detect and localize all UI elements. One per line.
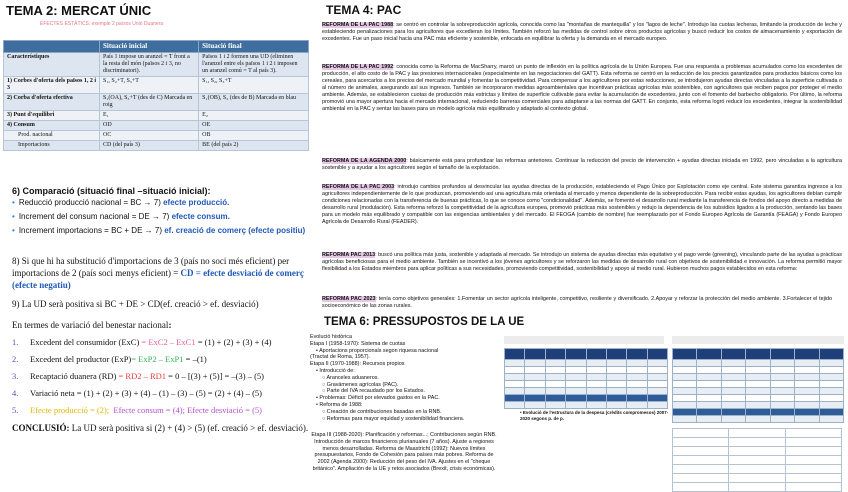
table-cell xyxy=(566,381,586,388)
budget-table-caption-blur xyxy=(672,336,844,344)
table-cell xyxy=(606,402,626,409)
table-cell xyxy=(566,360,586,367)
tema2-comparison-table xyxy=(3,40,309,151)
item-formula: = ExC2 – ExC1 xyxy=(139,337,196,347)
table-cell xyxy=(785,483,841,492)
table-cell xyxy=(697,409,721,416)
table-cell xyxy=(627,381,647,388)
outline-line: Etapa I (1958-1970): Sistema de cuotas xyxy=(310,340,406,347)
item-formula: = (2); xyxy=(87,405,110,415)
table-cell xyxy=(819,374,843,381)
table-cell xyxy=(721,395,745,402)
table-row xyxy=(673,438,842,447)
table-row xyxy=(4,94,309,111)
table-cell xyxy=(627,402,647,409)
table-cell xyxy=(586,360,606,367)
table-cell xyxy=(795,409,819,416)
outline-line: (Tractat de Roma, 1957). xyxy=(310,354,371,361)
welfare-item xyxy=(12,337,317,347)
table-cell xyxy=(673,402,697,409)
tema2-title: TEMA 2: MERCAT ÚNIC xyxy=(6,3,152,18)
cell-initial: S₁(OA), S₃+T (des de C) Marcada en roig xyxy=(100,94,199,111)
table-cell xyxy=(729,447,785,456)
table-cell xyxy=(697,381,721,388)
table-row xyxy=(673,474,842,483)
table-cell xyxy=(525,388,545,395)
cell-initial: OD xyxy=(100,121,199,131)
table-row xyxy=(673,395,844,402)
table-cell xyxy=(673,409,697,416)
cell-final: S₁, S₂, S₃+T xyxy=(199,77,309,94)
table-cell xyxy=(746,381,770,388)
cell-final: BE (del país 2) xyxy=(199,141,309,151)
table-cell xyxy=(606,395,626,402)
table-row xyxy=(673,429,842,438)
cell-final: OE xyxy=(199,121,309,131)
table-cell xyxy=(746,409,770,416)
table-cell xyxy=(545,374,565,381)
table-cell xyxy=(525,374,545,381)
table-cell xyxy=(505,367,525,374)
table-row xyxy=(505,349,668,360)
table-cell xyxy=(729,456,785,465)
table-cell xyxy=(770,416,794,423)
item-result: = 0 – [(3) + (5)] = –(3) – (5) xyxy=(166,371,264,381)
reform-paragraph xyxy=(322,296,832,310)
table-cell xyxy=(785,465,841,474)
table-cell xyxy=(673,395,697,402)
table-cell xyxy=(673,374,697,381)
bullet-item: • Increment importacions = BC + DE → 7) ef. creació de comerç (efecte positiu) xyxy=(12,226,306,235)
table-cell xyxy=(729,483,785,492)
bullet-text: Increment del consum nacional = DE → 7) xyxy=(18,212,172,221)
table-cell xyxy=(729,465,785,474)
table-row xyxy=(673,456,842,465)
outline-line: ○ Gravámenes agrícolas (PAC). xyxy=(322,381,399,388)
table-cell xyxy=(586,395,606,402)
table-cell xyxy=(586,388,606,395)
table-cell xyxy=(545,395,565,402)
welfare-item xyxy=(12,405,317,415)
table-cell xyxy=(673,456,729,465)
table-cell xyxy=(746,367,770,374)
item-number: 3. xyxy=(12,371,19,381)
table-cell xyxy=(673,367,697,374)
table-cell xyxy=(673,349,697,360)
cell-initial: OC xyxy=(100,131,199,141)
table-row xyxy=(673,374,844,381)
table-row xyxy=(4,121,309,131)
cell-initial: S₁, S₂+T, S₃+T xyxy=(100,77,199,94)
table-cell xyxy=(586,402,606,409)
bullet-item: • Reducció producció nacional = BC → 7) efecte producció. xyxy=(12,198,230,207)
table-row xyxy=(673,349,844,360)
table-cell xyxy=(525,360,545,367)
table-cell xyxy=(795,381,819,388)
table-cell xyxy=(647,360,667,367)
table-cell xyxy=(505,349,525,360)
table-cell xyxy=(721,388,745,395)
item-result: = (1) + (2) + (3) + (4) xyxy=(195,337,272,347)
table-cell xyxy=(673,388,697,395)
cell-final: OB xyxy=(199,131,309,141)
table-row xyxy=(673,388,844,395)
outline-line: ○ Parte del IVA recaudado por los Estados. xyxy=(322,388,425,395)
table-cell xyxy=(770,360,794,367)
table-row xyxy=(505,402,668,409)
table-cell xyxy=(795,374,819,381)
table-cell xyxy=(770,374,794,381)
table-cell xyxy=(545,349,565,360)
table-cell xyxy=(673,483,729,492)
table-cell xyxy=(746,402,770,409)
table-cell xyxy=(566,395,586,402)
table-cell xyxy=(525,402,545,409)
cell-initial: E₁ xyxy=(100,111,199,121)
table-cell xyxy=(627,395,647,402)
item-label: Excedent del productor (ExP) xyxy=(30,354,132,364)
welfare-heading-text: En termes de variació del benestar nacional xyxy=(12,320,169,330)
row-label: Característiques xyxy=(4,53,100,77)
table-cell xyxy=(647,388,667,395)
table-row xyxy=(4,131,309,141)
reform-text: : introdujo cambios profundos al desvincular las ayudas directas de la producción, estableciendo el Pago Único por Explotación como eje central. Este sistema garantiza ingresos a los agricultores independientemente de lo que produzcan, promoviendo así una agricultura más orientada al mercado y menos dependiente de la sobreproducción. Para recibir estas ayudas, los agricultores debían cumplir condiciones relacionadas con la transferencia de buenas prácticas, lo que se conoce como "condicionalidad". Además, se fomentó el desarrollo rural mediante la transferencia de fondos del apoyo directo a medidas de desarrollo rural (modulación). Esta reforma reforzó la competitividad de la agricultura europea, promovió prácticas más sostenibles y redujo la dependencia de los subsidios ligados a la producción, sentando las bases para un modelo más equilibrado y compatible con las exigencias ambientales y del mercado. El FEOGA (cambio de nombre) fue reemplazado por el Fondo Europeo Agrícola de Garantía (FEAGA) y Fondo Europeo Agrícola de Desarrollo Rural (FEADER). xyxy=(322,184,842,225)
reform-text: : tenía como objetivos generales: 1.Fomentar un sector agrícola inteligente, competitivo, resiliente y diversificado. 2.Apoyar y reforzar la protección del medio ambiente. 3.Fortalecer el tejido socioeconómico de las zonas rurales. xyxy=(322,296,832,309)
table-header-cell: Situació final xyxy=(199,41,309,53)
bullet-emphasis: efecte producció. xyxy=(163,198,230,207)
table-row xyxy=(4,77,309,94)
table-cell xyxy=(746,416,770,423)
tema6-title: TEMA 6: PRESSUPOSTOS DE LA UE xyxy=(324,316,525,328)
item-number: 2. xyxy=(12,354,19,364)
bullet-text: Reducció producció nacional = BC → 7) xyxy=(18,198,164,207)
row-label: 3) Punt d'equilibri xyxy=(4,111,100,121)
outline-line: • Aportacions proporcionals segon riquesa nacional xyxy=(316,347,439,354)
table-cell xyxy=(673,474,729,483)
tema4-title: TEMA 4: PAC xyxy=(326,3,402,17)
table-cell xyxy=(586,349,606,360)
conclusion-text: La UD serà positiva si (2) + (4) > (5) (ef. creació > ef. desviació). xyxy=(69,423,309,433)
table-cell xyxy=(673,381,697,388)
row-label: 2) Corba d'oferta efectiva xyxy=(4,94,100,111)
table-cell xyxy=(505,360,525,367)
question-9: 9) La UD serà positiva si BC + DE > CD(ef. creació > ef. desviació) xyxy=(12,299,259,309)
table-cell xyxy=(729,438,785,447)
table-cell xyxy=(721,374,745,381)
table-cell xyxy=(819,409,843,416)
table-cell xyxy=(729,474,785,483)
table-cell xyxy=(795,402,819,409)
bullet-item: • Increment del consum nacional = DE → 7) efecte consum. xyxy=(12,212,230,221)
table-cell xyxy=(795,360,819,367)
budget-table-right xyxy=(672,348,844,423)
bullet-text: Increment importacions = BC + DE → 7) xyxy=(18,226,165,235)
table-cell xyxy=(819,388,843,395)
table-row xyxy=(673,402,844,409)
table-cell xyxy=(795,395,819,402)
outline-line: • Reforma de 1988: xyxy=(316,401,363,408)
table-cell xyxy=(606,367,626,374)
table-row xyxy=(4,53,309,77)
table-row xyxy=(673,483,842,492)
table-cell xyxy=(627,388,647,395)
table-row xyxy=(4,111,309,121)
table-cell xyxy=(819,360,843,367)
reform-tag: REFORMA DE LA PAC 1992 xyxy=(322,64,394,70)
table-cell xyxy=(525,367,545,374)
item-number: 1. xyxy=(12,337,19,347)
table-cell xyxy=(606,360,626,367)
table-cell xyxy=(721,349,745,360)
table-cell xyxy=(770,349,794,360)
table-cell xyxy=(586,381,606,388)
table-cell xyxy=(785,456,841,465)
table-cell xyxy=(729,429,785,438)
conclusion-label: CONCLUSIÓ: xyxy=(12,423,70,433)
row-label: Importacions xyxy=(4,141,100,151)
table-cell xyxy=(795,367,819,374)
table-cell xyxy=(566,402,586,409)
question-8-emphasis: CD = efecte desviació de comerç (efecte negatiu) xyxy=(12,268,304,290)
table-cell xyxy=(721,381,745,388)
welfare-item xyxy=(12,354,317,364)
table-cell xyxy=(566,349,586,360)
table-row xyxy=(505,367,668,374)
table-cell xyxy=(746,374,770,381)
table-cell xyxy=(785,429,841,438)
outline-line: • Introducció de: xyxy=(316,367,355,374)
item-label: Recaptació duanera (RD) xyxy=(30,371,117,381)
table-cell xyxy=(819,349,843,360)
reform-paragraph xyxy=(322,158,842,172)
table-cell xyxy=(566,374,586,381)
table-cell xyxy=(545,388,565,395)
table-cell xyxy=(647,349,667,360)
row-label: 1) Corbes d'oferta dels països 1, 2 i 3 xyxy=(4,77,100,94)
table-row xyxy=(673,367,844,374)
budget-notes: • Evolució de l'estructura de la despesa (crèdits compromesos) 2007-2020 segons p. de p. xyxy=(520,410,669,421)
table-cell xyxy=(697,349,721,360)
table-cell xyxy=(697,374,721,381)
item-number: 5. xyxy=(12,405,19,415)
table-cell xyxy=(819,367,843,374)
table-cell xyxy=(819,381,843,388)
budget-table-left xyxy=(504,348,668,409)
table-cell xyxy=(673,429,729,438)
table-cell xyxy=(673,416,697,423)
outline-line: Etapa II (1970-1988): Recursos propios xyxy=(310,361,405,368)
reform-text: : se centró en controlar la sobreproducción agrícola, conocida como las "montañas de mantequilla" y los "lagos de leche". Introdujo las cuotas lecheras, limitando la producción de leche y estableciendo penalizaciones para los agricultores que excedieran los límites. También reforzó las medidas de control sobre otros productos agrícolas y buscó reducir los costos de almacenamiento y exportación de excedentes. Fue un paso inicial hacia una PAC más eficiente y sostenible, enfocada en equilibrar la oferta y la demanda en el mercado europeo. xyxy=(322,22,842,42)
table-cell xyxy=(525,381,545,388)
table-cell xyxy=(770,409,794,416)
table-cell xyxy=(627,367,647,374)
table-cell xyxy=(795,416,819,423)
table-cell xyxy=(647,374,667,381)
table-row xyxy=(505,360,668,367)
table-cell xyxy=(785,447,841,456)
table-cell xyxy=(647,402,667,409)
table-cell xyxy=(545,367,565,374)
table-cell xyxy=(525,395,545,402)
table-cell xyxy=(566,367,586,374)
item-label: Variació neta xyxy=(30,388,75,398)
table-cell xyxy=(819,402,843,409)
table-cell xyxy=(746,395,770,402)
tema6-summary: Etapa III (1988-2020): Planificación y reformas...; Contribuciones según RNB. Introducción de marcos financieros plurianuales (7 años). Ajuste a regiones menos desarrolladas. Reforma de Maastricht (1992): Nuevos límites presupuestarios, Fondo de Cohesión para países más pobres. Reforma de 2002 (Agenda 2000): Reducción del peso del IVA. Ajustes en el "cheque británico". Ampliación de la UE y retos asociados (Brexit, crisis económicas). xyxy=(311,432,497,472)
row-label: 4) Consum xyxy=(4,121,100,131)
table-cell xyxy=(795,349,819,360)
welfare-item xyxy=(12,388,317,398)
table-header-cell xyxy=(4,41,100,53)
table-cell xyxy=(673,447,729,456)
table-row xyxy=(673,409,844,416)
reform-text: : conocida como la Reforma de MacSharry, marcó un punto de inflexión en la política agrícola de la Unión Europea. Fue una respuesta a problemas acumulados como los excedentes de producción, el alto costo de la PAC y las presiones internacionales (especialmente en las negociaciones del GATT). Esta reforma se centró en la reducción de los precios garantizados para productos básicos como los cereales, para acercarlos a los precios del mercado mundial y fomentar la competitividad. Para compensar a los agricultores por estas reducciones, se introdujeron ayudas directas vinculadas a la superficie cultivada o al número de animales, asegurando así sus ingresos. También se incorporaron medidas agroambientales que incentivan prácticas agrícolas más sostenibles, con agricultores que reciben pagos por proteger el medio ambiente. Además, se establecieron cuotas de producción más estrictas y límites de superficie cultivable para evitar la acumulación de excedentes, junto con el fomento del barbecho obligatorio. Por último, la reforma promovió una mayor apertura hacia el mercado internacional, reduciendo barreras comerciales para adaptarse a las normas del GATT. En conjunto, esta reforma logró reducir los excedentes, integrar la sostenibilidad ambiental en la PAC y sentar las bases para un modelo agrícola más equilibrado y adaptado al contexto global. xyxy=(322,64,842,112)
table-cell xyxy=(746,388,770,395)
budget-table-caption-blur xyxy=(504,336,664,344)
table-cell xyxy=(606,388,626,395)
table-cell xyxy=(545,402,565,409)
question-6: 6) Comparació (situació final –situació inicial): xyxy=(12,186,211,196)
item-number: 4. xyxy=(12,388,19,398)
item-result: = –(1) xyxy=(183,354,207,364)
table-cell xyxy=(721,409,745,416)
item-formula: = RD2 – RD1 xyxy=(116,371,167,381)
outline-line: ○ Creación de contribuciones basadas en la RNB. xyxy=(322,408,442,415)
reform-paragraph xyxy=(322,252,842,273)
table-cell xyxy=(697,416,721,423)
table-cell xyxy=(770,367,794,374)
table-row xyxy=(505,388,668,395)
table-cell xyxy=(721,402,745,409)
reform-tag: REFORMA DE LA PAC 1988 xyxy=(322,22,394,28)
table-cell xyxy=(746,349,770,360)
tema6-outline xyxy=(310,334,498,422)
table-header-cell: Situació inicial xyxy=(100,41,199,53)
table-cell xyxy=(746,360,770,367)
question-8 xyxy=(12,255,317,291)
reform-paragraph xyxy=(322,64,842,113)
reform-tag: REFORMA DE LA PAC 2003 xyxy=(322,184,395,190)
table-cell xyxy=(697,360,721,367)
table-cell xyxy=(721,367,745,374)
table-cell xyxy=(819,395,843,402)
question-8-text: 8) Si que hi ha substitució d'importacions de 3 (país no soci més eficient) per importacions de 2 (país soci menys eficient) = xyxy=(12,256,290,278)
reform-paragraph xyxy=(322,22,842,43)
table-cell xyxy=(819,416,843,423)
table-cell xyxy=(721,416,745,423)
welfare-item xyxy=(12,371,317,381)
outline-line: ○ Reformas para mayor equidad y sostenibilidad financiera. xyxy=(322,415,465,422)
table-row xyxy=(673,360,844,367)
table-cell xyxy=(627,374,647,381)
table-cell xyxy=(627,349,647,360)
outline-line: Evolució històrica xyxy=(310,334,352,340)
table-cell xyxy=(545,381,565,388)
table-row xyxy=(505,395,668,402)
tema2-subtitle: EFECTES ESTÀTICS: exemple 2 països Unió Duanera xyxy=(40,21,164,27)
welfare-heading: En termes de variació del benestar nacional: xyxy=(12,320,172,330)
cell-final: Països 1 i 2 formen una UD (eliminen l'aranzel entre els països 1 i 2 i imposen un aranzel comú = T al país 3). xyxy=(199,53,309,77)
cell-final: S₁(OB), S₂ (des de B) Marcada en blau xyxy=(199,94,309,111)
table-cell xyxy=(647,381,667,388)
item-formula: = ExP2 – ExP1 xyxy=(131,354,184,364)
reform-tag: REFORMA DE LA AGENDA 2000 xyxy=(322,158,407,164)
table-cell xyxy=(697,395,721,402)
item-result: Efecte consum = (4); Efecte desviació = (5) xyxy=(113,405,262,415)
table-cell xyxy=(673,360,697,367)
reform-text: : básicamente está para profundizar las reformas anteriores. Continuar la reducción del precio de intervención + ayudas directas iniciada en 1992, pero vinculadas a la agricultura sostenible y a ayudar a los agricultores según el tamaño de la explotación. xyxy=(322,158,842,171)
item-label: Efecte producció xyxy=(30,405,88,415)
table-cell xyxy=(785,438,841,447)
cell-initial: País 1 impose un aranzel = T front a la resta del món (països 2 i 3, no discriminatori). xyxy=(100,53,199,77)
table-cell xyxy=(545,360,565,367)
table-cell xyxy=(525,349,545,360)
table-cell xyxy=(697,388,721,395)
table-row xyxy=(673,416,844,423)
table-cell xyxy=(606,374,626,381)
bullet-emphasis: ef. creació de comerç (efecte positiu) xyxy=(164,226,306,235)
table-cell xyxy=(795,388,819,395)
table-row xyxy=(505,381,668,388)
reform-paragraph xyxy=(322,184,842,226)
table-cell xyxy=(606,381,626,388)
cell-final: E₂ xyxy=(199,111,309,121)
table-cell xyxy=(673,465,729,474)
table-cell xyxy=(770,402,794,409)
table-cell xyxy=(721,360,745,367)
reform-tag: REFORMA PAC 2013 xyxy=(322,252,376,258)
table-cell xyxy=(770,388,794,395)
table-cell xyxy=(673,438,729,447)
outline-line: • Problemas: Déficit por elevados gastos en la PAC. xyxy=(316,395,440,402)
table-cell xyxy=(586,367,606,374)
table-cell xyxy=(566,388,586,395)
table-header-row xyxy=(4,41,309,53)
table-cell xyxy=(697,367,721,374)
table-cell xyxy=(505,381,525,388)
item-label: Excedent del consumidor (ExC) xyxy=(30,337,140,347)
cell-initial: CD (del país 3) xyxy=(100,141,199,151)
table-cell xyxy=(770,381,794,388)
table-row xyxy=(673,381,844,388)
table-row xyxy=(673,465,842,474)
table-row xyxy=(505,374,668,381)
conclusion xyxy=(12,422,317,434)
budget-small-table xyxy=(672,428,842,492)
table-cell xyxy=(785,474,841,483)
table-row xyxy=(4,141,309,151)
table-cell xyxy=(647,395,667,402)
bullet-emphasis: efecte consum. xyxy=(171,212,230,221)
table-cell xyxy=(505,374,525,381)
reform-tag: REFORMA PAC 2023 xyxy=(322,296,376,302)
row-label: Prod. nacional xyxy=(4,131,100,141)
table-cell xyxy=(606,349,626,360)
table-cell xyxy=(627,360,647,367)
reform-text: : buscó una política más justa, sostenible y adaptada al mercado. Se introdujo un sistema de ayudas directas más equitativo y el pago verde (greening), vinculando parte de las ayudas a prácticas agrícolas beneficiosas para el medio ambiente. También se incentivó a los jóvenes agricultores y se reforzaron las medidas de desarrollo rural con objetivos de sostenibilidad e innovación. La reforma permitió mayor flexibilidad a los Estados miembros para aplicar políticas a sus necesidades, promoviendo competitividad, sostenibilidad y apoyo al medio rural. Hubieron muchos pagos establecidos en esta reforma: xyxy=(322,252,842,272)
table-cell xyxy=(505,395,525,402)
outline-line: ○ Aranceles aduaneros. xyxy=(322,374,379,381)
table-cell xyxy=(505,402,525,409)
table-cell xyxy=(697,402,721,409)
table-cell xyxy=(770,395,794,402)
table-row xyxy=(673,447,842,456)
table-cell xyxy=(505,388,525,395)
table-cell xyxy=(647,367,667,374)
table-cell xyxy=(586,374,606,381)
item-result: = (1) + (2) + (3) + (4) – (1) – (3) – (5) = (2) + (4) – (5) xyxy=(74,388,262,398)
